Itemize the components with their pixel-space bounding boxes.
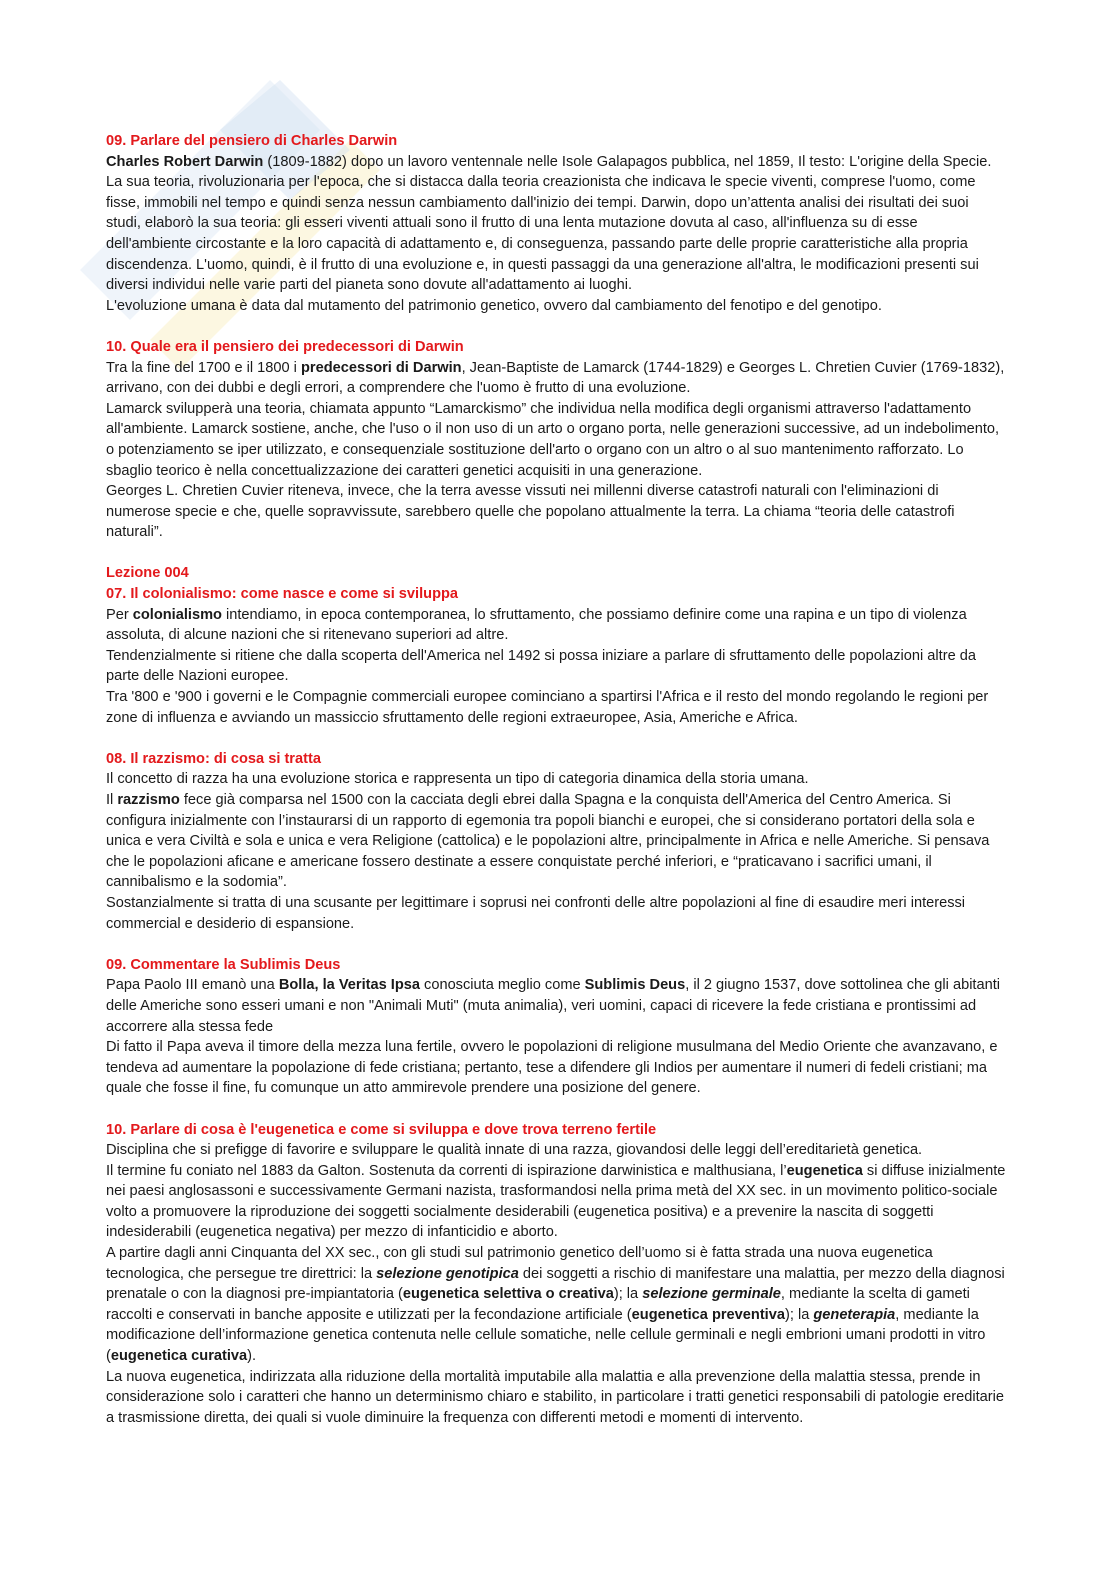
text-run: Il termine fu coniato nel 1883 da Galton. Sostenuta da correnti di ispirazione darwinistica e malthusiana, l’: [106, 1162, 787, 1179]
bold-italic-term: geneterapia: [813, 1306, 896, 1323]
text-run: A partire dagli anni Cinquanta del XX sec., con gli studi sul patrimonio genetico dell’uomo si è fatta strada una nuova eugenetica tecnologica, che persegue tre direttrici: la: [106, 1245, 933, 1282]
text-run: (1809-1882) dopo un lavoro ventennale nelle Isole Galapagos pubblica, nel 1859, Il testo: L'origine della Specie.: [263, 153, 992, 170]
section-heading: 07. Il colonialismo: come nasce e come si sviluppa: [106, 586, 459, 603]
section-racism: [106, 749, 1006, 934]
section-heading: 08. Il razzismo: di cosa si tratta: [106, 750, 321, 767]
paragraph: [106, 605, 1006, 646]
text-run: ).: [247, 1348, 257, 1365]
text-run: Il: [106, 792, 118, 808]
paragraph: Disciplina che si prefigge di favorire e sviluppare le qualità innate di una razza, giovandosi delle leggi dell’ereditarietà genetica.: [106, 1142, 923, 1159]
paragraph: Sostanzialmente si tratta di una scusante per legittimare i soprusi nei confronti delle altre popolazioni al fine di esaudire meri interessi commercial e desiderio di espansione.: [106, 894, 966, 932]
paragraph: La nuova eugenetica, indirizzata alla riduzione della mortalità imputabile alla malattia e alla prevenzione della malattia stessa, prende in considerazione solo i caratteri che hanno un determinismo chiaro e stabilito, in particolare i tratti genetici responsabili di patologie ereditarie a trasmissione diretta, dei quali si vuole diminuire la frequenza con differenti metodi e momenti di intervento.: [106, 1368, 1005, 1426]
bold-term: eugenetica curativa: [110, 1348, 248, 1365]
section-colonialism: [106, 563, 1006, 728]
text-run: Papa Paolo III emanò una: [106, 977, 279, 994]
bold-term: eugenetica: [786, 1162, 863, 1179]
paragraph: L'evoluzione umana è data dal mutamento del patrimonio genetico, ovvero dal cambiamento del fenotipo e del genotipo.: [106, 297, 882, 314]
lesson-label: Lezione 004: [106, 565, 189, 582]
paragraph: La sua teoria, rivoluzionaria per l'epoca, che si distacca dalla teoria creazionista che indicava le specie viventi, comprese l'uomo, come fisse, immobili nel tempo e quindi senza nessun cambiamento dall'inizio dei tempi. Darwin, dopo un’attenta analisi dei risultati dei suoi studi, elaborò la sua teoria: gli esseri viventi attuali sono il frutto di una lenta mutazione dovuta al caso, all'influenza su di esse dell'ambiente circostante e la loro capacità di adattamento e, di conseguenza, passando parte delle proprie caratteristiche alla propria discendenza. L'uomo, quindi, è il frutto di una evoluzione e, in questi passaggi da una generazione all'altra, le modificazioni presenti sui diversi individui nelle varie parti del pianeta sono dovute all'adattamento ai luoghi.: [106, 174, 979, 294]
document-page: [106, 131, 1006, 1449]
text-run: , il 2 giugno 1537, dove sottolinea che gli abitanti delle Americhe sono esseri umani e non "Animali Muti" (muta animalia), veri uomini, capaci di ricevere la fede cristiana e prontissimi ad accorrere alla stessa fede: [106, 977, 1001, 1035]
paragraph: Tra '800 e '900 i governi e le Compagnie commerciali europee cominciano a spartirsi l'Africa e il resto del mondo regolando le regioni per zone di influenza e avviando un massiccio sfruttamento delle regioni extraeuropee, Asia, Americhe e Africa.: [106, 689, 989, 726]
bold-term: Charles Robert Darwin: [106, 153, 264, 170]
text-run: ); la: [784, 1306, 814, 1323]
bold-italic-term: selezione genotipica: [376, 1265, 519, 1282]
text-run: Per: [106, 606, 133, 623]
paragraph: [106, 790, 1006, 893]
text-run: fece già comparsa nel 1500 con la cacciata degli ebrei dalla Spagna e la conquista dell'America del Centro America. Si configura inizialmente con l’instaurarsi di un rapporto di egemonia tra popoli bianchi e europei, che si considerano portatori della sola e unica e vera Civiltà e sola e unica e vera Religione (cattolica) e le popolazioni altre, principalmente in Africa e nelle Americhe. Si pensava che le popolazioni aficane e americane fossero destinate a essere conquistate perché inferiori, e “praticavano i sacrifici umani, il cannibalismo e la sodomia”.: [106, 792, 990, 891]
paragraph: [106, 1161, 1006, 1243]
paragraph: [106, 358, 1006, 399]
bold-term: eugenetica selettiva o creativa: [402, 1286, 614, 1303]
paragraph: Il concetto di razza ha una evoluzione storica e rappresenta un tipo di categoria dinamica della storia umana.: [106, 771, 809, 788]
text-run: si diffuse inizialmente nei paesi anglosassoni e successivamente Germani nazista, trasformandosi nella prima metà del XX sec. in un movimento politico-sociale volto a promuovere la riproduzione dei soggetti socialmente desiderabili (eugenetica positiva) e a prevenire la nascita di soggetti indesiderabili (eugenetica negativa) per mezzo di infanticidio e aborto.: [106, 1162, 1006, 1241]
text-run: ); la: [613, 1286, 643, 1303]
section-sublimis-deus: [106, 955, 1006, 1099]
paragraph: Di fatto il Papa aveva il timore della mezza luna fertile, ovvero le popolazioni di religione musulmana del Medio Oriente che avanzavano, e tendeva ad aumentare la popolazione di fede cristiana; pertanto, tese a difendere gli Indios per aumentare il numeri di fedeli cristiani; ma quale che fosse il fine, fu comunque un atto ammirevole prendere una posizione del genere.: [106, 1039, 998, 1097]
section-eugenics: [106, 1120, 1006, 1429]
text-run: Tra la fine del 1700 e il 1800 i: [106, 359, 301, 376]
bold-term: colonialismo: [132, 606, 222, 623]
bold-term: eugenetica preventiva: [631, 1306, 785, 1323]
paragraph: [106, 1243, 1006, 1367]
text-run: conosciuta meglio come: [419, 977, 585, 994]
section-heading: 09. Commentare la Sublimis Deus: [106, 956, 341, 973]
section-predecessors: [106, 337, 1006, 543]
bold-term: Sublimis Deus: [584, 977, 686, 994]
section-darwin: [106, 131, 1006, 316]
paragraph: [106, 975, 1006, 1037]
text-run: dei soggetti a rischio di manifestare una malattia, per mezzo della diagnosi prenatale o con la diagnosi pre-impiantatoria (: [106, 1265, 1005, 1303]
section-heading: 10. Quale era il pensiero dei predecessori di Darwin: [106, 338, 464, 355]
text-run: intendiamo, in epoca contemporanea, lo sfruttamento, che possiamo definire come una rapina e un tipo di violenza assoluta, di alcune nazioni che si ritenevano superiori ad altre.: [106, 606, 967, 644]
bold-italic-term: selezione germinale: [642, 1286, 781, 1303]
section-heading: 09. Parlare del pensiero di Charles Darwin: [106, 133, 398, 149]
bold-term: Bolla, la Veritas Ipsa: [278, 977, 420, 994]
bold-term: predecessori di Darwin: [300, 359, 462, 376]
paragraph: Lamarck svilupperà una teoria, chiamata appunto “Lamarckismo” che individua nella modifica degli organismi attraverso l'adattamento all'ambiente. Lamarck sostiene, anche, che l'uso o il non uso di un arto o organo porta, nelle generazioni successive, ad un indebolimento, o potenziamento se iper utilizzato, e consequenziale sostituzione dell'arto o organo con un altro o al suo mantenimento rafforzato. Lo sbaglio teorico è nella concettualizzazione dei caratteri genetici acquisiti in una generazione.: [106, 400, 1000, 479]
text-run: , Jean-Baptiste de Lamarck (1744-1829) e Georges L. Chretien Cuvier (1769-1832), arrivano, con dei dubbi e degli errori, a comprendere che l'uomo è frutto di una evoluzione.: [106, 359, 1005, 397]
section-heading: 10. Parlare di cosa è l'eugenetica e come si sviluppa e dove trova terreno fertile: [106, 1121, 657, 1138]
paragraph: Georges L. Chretien Cuvier riteneva, invece, che la terra avesse vissuti nei millenni diverse catastrofi naturali con l'eliminazioni di numerose specie e che, quelle sopravvissute, sarebbero quelle che popolano attualmente la terra. La chiama “teoria delle catastrofi naturali”.: [106, 483, 955, 541]
paragraph: [106, 152, 1006, 173]
bold-term: razzismo: [117, 792, 180, 808]
text-run: , mediante la scelta di gameti raccolti e conservati in banche apposite e utilizzati per la fecondazione artificiale (: [106, 1286, 970, 1323]
text-run: , mediante la modificazione dell’informazione genetica contenuta nelle cellule somatiche, nelle cellule germinali e negli embrioni umani prodotti in vitro (: [106, 1306, 986, 1365]
paragraph: Tendenzialmente si ritiene che dalla scoperta dell'America nel 1492 si possa iniziare a parlare di sfruttamento delle popolazioni altre da parte delle Nazioni europee.: [106, 647, 976, 685]
